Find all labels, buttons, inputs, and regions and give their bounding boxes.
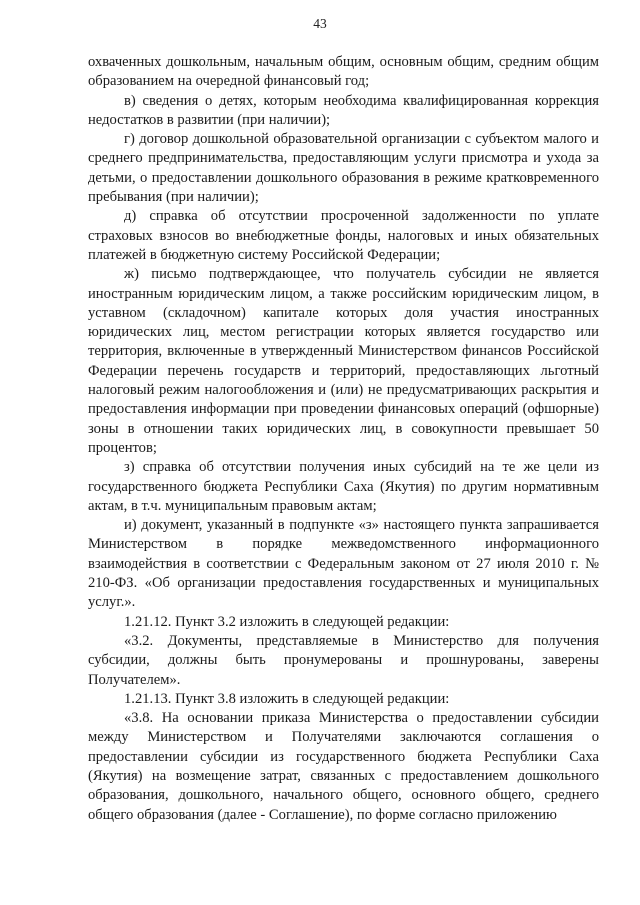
document-body <box>88 53 599 825</box>
paragraph-item-v: в) сведения о детях, которым необходима квалифицированная коррекция недостатков в развитии (при наличии); <box>88 92 599 128</box>
paragraph-quote-3-8: «3.8. На основании приказа Министерства о предоставлении субсидии между Министерством и Получателями заключаются соглашения о предоставлении субсидии из государственного бюджета Республики Саха (Якутия) на возмещение затрат, связанных с предоставлением дошкольного образования, дошкольного, начального общего, основного общего, среднего общего образования (далее - Соглашение), по форме согласно приложению <box>88 710 599 823</box>
paragraph-item-g: г) договор дошкольной образовательной организации с субъектом малого и среднего предпринимательства, предоставляющим услуги присмотра и ухода за детьми, о предоставлении дошкольного образования в режиме кратковременного пребывания (при наличии); <box>88 131 599 206</box>
paragraph-item-d: д) справка об отсутствии просроченной задолженности по уплате страховых взносов во внебюджетные фонды, налоговых и иных обязательных платежей в бюджетную систему Российской Федерации; <box>88 208 599 263</box>
paragraph-clause-1-21-13: 1.21.13. Пункт 3.8 изложить в следующей редакции: <box>124 690 450 707</box>
paragraph-item-i: и) документ, указанный в подпункте «з» настоящего пункта запрашивается Министерством в порядке межведомственного информационного взаимодействия в соответствии с Федеральным законом от 27 июля 2010 г. № 210-ФЗ. «Об организации предоставления государственных и муниципальных услуг.». <box>88 517 599 611</box>
paragraph-continuation: охваченных дошкольным, начальным общим, основным общим, средним общим образованием на очередной финансовый год; <box>88 54 599 90</box>
paragraph-item-z: з) справка об отсутствии получения иных субсидий на те же цели из государственного бюджета Республики Саха (Якутия) по другим нормативным актам, в т.ч. муниципальным правовым актам; <box>88 459 599 514</box>
paragraph-item-zh: ж) письмо подтверждающее, что получатель субсидии не является иностранным юридическим лицом, а также российским юридическим лицом, в уставном (складочном) капитале которых доля участия иностранных юридических лиц, местом регистрации которых является государство или территория, включенные в утвержденный Министерством финансов Российской Федерации перечень государств и территорий, предоставляющих льготный налоговый режим налогообложения и (или) не предусматривающих раскрытия и предоставления информации при проведении финансовых операций (офшорные) зоны в отношении таких юридических лиц, в совокупности превышает 50 процентов; <box>88 266 599 456</box>
page-number: 43 <box>313 16 327 31</box>
paragraph-clause-1-21-12: 1.21.12. Пункт 3.2 изложить в следующей редакции: <box>124 613 450 630</box>
paragraph-quote-3-2: «3.2. Документы, представляемые в Министерство для получения субсидии, должны быть пронумерованы и прошнурованы, заверены Получателем». <box>88 632 599 688</box>
